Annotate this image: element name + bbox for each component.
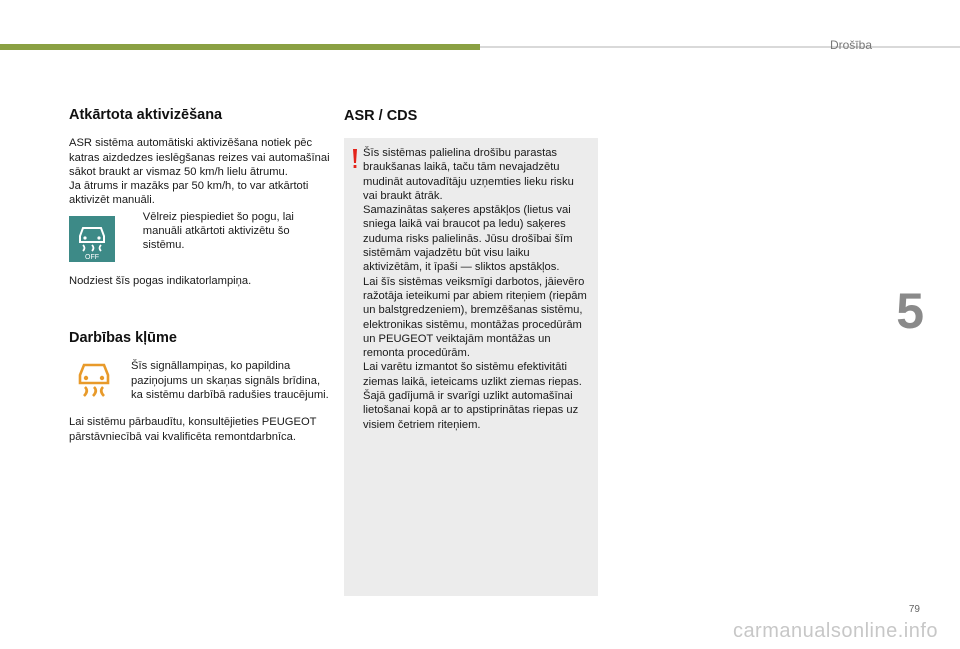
reactivation-bullet (133, 210, 331, 262)
warning-paragraph: Samazinātas saķeres apstākļos (lietus vai sniega laikā vai braucot pa ledu) saķeres zuduma risks palielinās. Jūsu drošībai šīm sistēmām vajadzētu būt visu laiku aktivizētām, it īpaši — sliktos apstākļos. (363, 204, 573, 274)
asr-warning-lamp-icon (69, 361, 119, 401)
warning-paragraph: Lai varētu izmantot šo sistēmu efektivitāti ziemas laikā, ieteicams uzlikt ziemas riepas. (363, 361, 582, 388)
reactivation-after: Nodziest šīs pogas indikatorlampiņa. (69, 274, 252, 287)
malfunction-after: Lai sistēmu pārbaudītu, konsultējieties PEUGEOT pārstāvniecībā vai kvalificēta remontdarbnīca. (69, 416, 317, 443)
page-number: 79 (908, 604, 920, 615)
bullet-mark (133, 210, 143, 262)
malfunction-row (69, 359, 331, 402)
right-column (344, 108, 598, 596)
reactivation-body-2: Ja ātrums ir mazāks par 50 km/h, to var atkārtoti aktivizēt manuāli. (69, 180, 309, 207)
reactivation-heading: Atkārtota aktivizēšana (69, 107, 223, 123)
reactivation-bullet-text: Vēlreiz piespiediet šo pogu, lai manuāli atkārtoti aktivizētu šo sistēmu. (142, 210, 294, 252)
reactivation-body: ASR sistēma automātiski aktivizēšana notiek pēc katras aizdedzes ieslēgšanas reizes vai automašīnai sākot braukt ar vismaz 50 km/h lielu ātrumu. (69, 137, 330, 178)
malfunction-body: Šīs signāllampiņas, ko papildina paziņojums un skaņas signāls brīdina, ka sistēmu darbībā radušies traucējumi. (131, 360, 329, 401)
asr-off-label: OFF (85, 253, 99, 261)
warning-box (344, 138, 598, 596)
warning-exclamation-icon (350, 148, 360, 170)
asr-cds-heading: ASR / CDS (344, 108, 418, 124)
watermark: carmanualsonline.info (732, 620, 938, 642)
section-title: Drošība (829, 38, 872, 52)
left-column (69, 108, 331, 444)
malfunction-heading: Darbības kļūme (69, 330, 177, 347)
header-divider (480, 46, 960, 48)
header-accent-bar (0, 44, 480, 50)
chapter-number: 5 (896, 283, 924, 339)
warning-paragraph: Šīs sistēmas palielina drošību parastas braukšanas laikā, taču tām nevajadzētu mudināt autovadītāju uzņemties lieku risku vai braukt ātrāk. (363, 147, 574, 202)
reactivation-instruction (69, 210, 331, 262)
asr-off-button-icon (69, 216, 115, 262)
warning-paragraph: Šajā gadījumā ir svarīgi uzlikt automašīnai lietošanai kopā ar to apstiprinātas riepas uz visiem četriem riteņiem. (363, 390, 579, 431)
warning-paragraph: Lai šīs sistēmas veiksmīgi darbotos, jāievēro ražotāja ieteikumi par abiem riteņiem (riepām un balstgredzeniem), bremzēšanas sistēmu, elektronikas sistēmu, montāžas procedūrām un PEUGEOT veiktajām montāžas un remonta procedūrām. (363, 275, 587, 360)
